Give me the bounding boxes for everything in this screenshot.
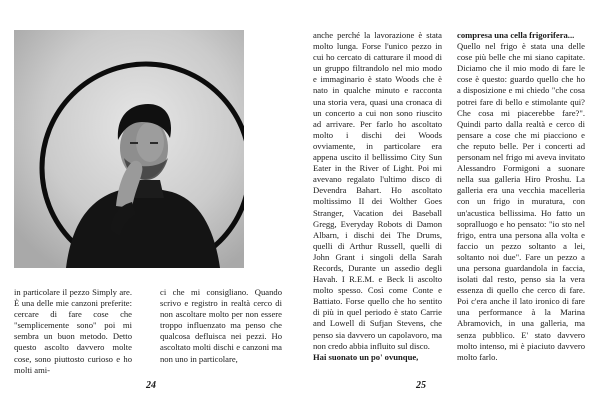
right-page	[300, 0, 600, 400]
left-column-2-text: ci che mi consigliano. Quando scrivo e registro in realtà cerco di non ascoltare molto per non essere troppo influenzato ma penso che qualcosa defluisca nei pezzi. Ho ascoltato molti dischi e canzoni ma non uno in particolare,	[160, 287, 282, 364]
right-column-1	[313, 30, 442, 363]
page-number-right: 25	[416, 380, 426, 391]
right-column-2	[457, 30, 585, 363]
page-number-left: 24	[146, 380, 156, 391]
left-column-2	[160, 287, 282, 365]
right-column-2-text: Quello nel frigo è stata una delle cose più belle che mi siano capitate. Diciamo che il mio modo di fare le cose è questo: guardo quello che ho a disposizione e mi chiedo "che cosa potrei fare di bello e stimolante qui? Che cosa mi piacerebbe fare?". Quindi parto dalla realtà e cerco di pensare a cose che mi piacciono e che reputo belle. Per i concerti ad personam nel frigo mi aveva invitato Alessandro Formigoni a suonare nella sua galleria Hiro Proshu. La galleria era una vecchia macelleria con un frigo in muratura, con un'acustica bellissima. Ho fatto un sopralluogo e ho pensato: "io sto nel frigo, entra una persona alla volta e faccio un pezzo soltanto a lei, soltanto noi due". Fare un pezzo a una persona guardandola in faccia, isolati dal resto, penso sia la vera essenza di quello che cerco di fare. Poi c'era anche il lato ironico di fare una performance à la Marina Abramovich, in una galleria, ma senza pubblico. E' stato davvero molto intenso, mi è piaciuto davvero molto farlo.	[457, 41, 585, 362]
left-column-1-text: in particolare il pezzo Simply are. È una delle mie canzoni preferite: cercare di fare cose che "semplicemente sono" poi mi sembra un buon metodo. Detto questo ascolto davvero molte cose, sono piuttosto curioso e ho molti ami-	[14, 287, 132, 375]
interview-question: Hai suonato un po' ovunque,	[313, 351, 419, 362]
left-column-1	[14, 287, 132, 376]
portrait-illustration	[14, 30, 244, 268]
right-column-1-text: anche perché la lavorazione è stata molto lunga. Forse l'unico pezzo in cui ho cercato di catturare il mood di un gruppo filtrandolo nel mio modo e immaginario è stato Woods che è nato in qualche minuto e racconta una storia vera, quasi una cronaca di un concerto a cui non sono riuscito ad arrivare. Per farlo ho ascoltato molto i dischi dei Woods ovviamente, in particolare era appena uscito il bellissimo City Sun Eater in the River of Light. Poi mi avevano regalato l'ultimo disco di Devendra Bahart. Ho ascoltato moltissimo II dei Wolther Goes Stranger, Vacation dei Baseball Gregg, Everyday Robots di Damon Albarn, i dischi dei The Drums, quelli di Arthur Russell, quelli di John Grant i singoli della Sarah Records, Durante un assedio degli Havah. I R.E.M. e Beck li ascolto molto spesso. Così come Conte e Battiato. Forse quello che ho sentito di più in quel periodo è stato Carrie and Lowell di Sufjan Stevens, che penso sia davvero un capolavoro, ma non credo abbia influito sul disco.	[313, 30, 442, 351]
portrait-photo	[14, 30, 244, 268]
interview-question-continued: compresa una cella frigorifera...	[457, 30, 575, 40]
